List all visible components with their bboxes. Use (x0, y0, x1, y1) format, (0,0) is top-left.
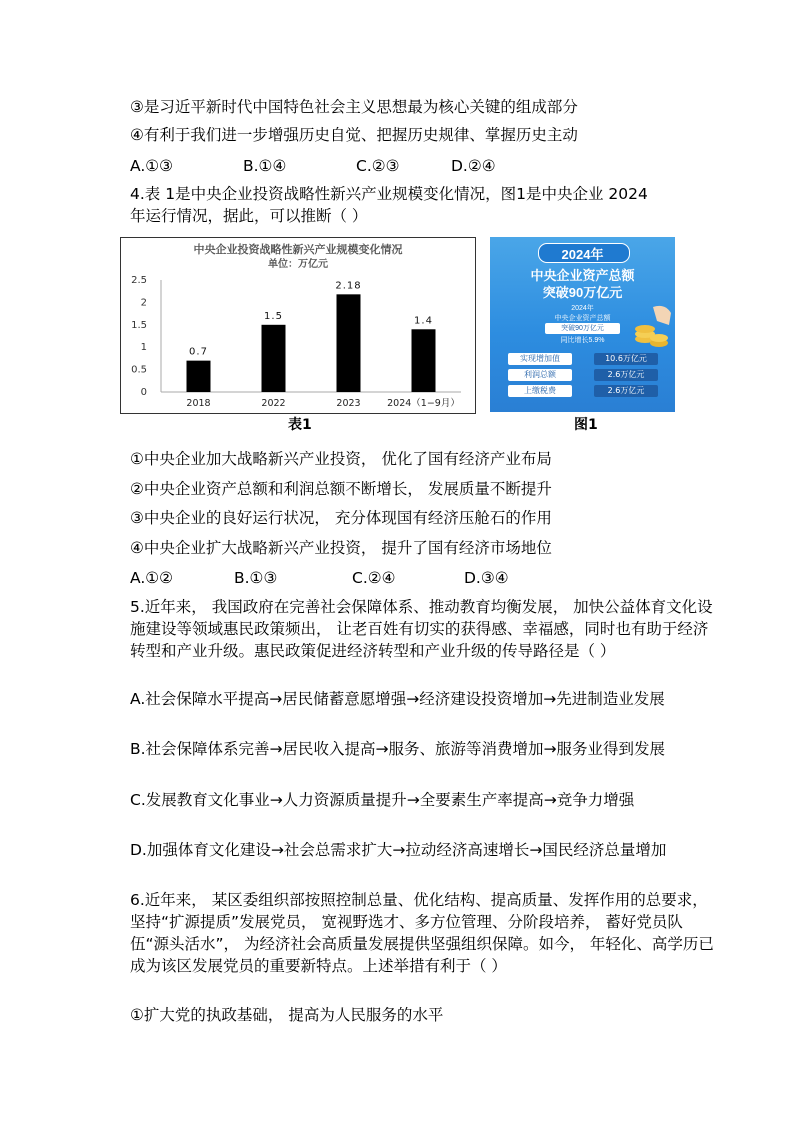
q3-option-c: C.②③ (356, 157, 400, 175)
poster-row-value: 10.6万亿元 (594, 353, 658, 365)
y-tick-label: 2 (140, 297, 147, 309)
q4-stem-line1: 4.表 1是中央企业投资战略性新兴产业规模变化情况，图1是中央企业 2024 (130, 185, 648, 203)
q5-option-a: A.社会保障水平提高→居民储蓄意愿增强→经济建设投资增加→先进制造业发展 (130, 690, 665, 708)
q4-stem-line2: 年运行情况，据此，可以推断（ ） (130, 207, 368, 225)
poster-headline-2: 突破90万亿元 (542, 285, 623, 300)
poster-row-value: 2.6万亿元 (594, 385, 658, 397)
q3-item-3: ③是习近平新时代中国特色社会主义思想最为核心关键的组成部分 (130, 98, 578, 116)
poster-mini-year: 2024年 (571, 305, 594, 312)
q4-item-4: ④中央企业扩大战略新兴产业投资， 提升了国有经济市场地位 (130, 539, 552, 557)
chart-subtitle: 单位：万亿元 (268, 259, 328, 270)
bar-value-label: 1.4 (414, 315, 433, 327)
chart-title: 中央企业投资战略性新兴产业规模变化情况 (193, 243, 403, 256)
poster-row-label: 利润总额 (508, 369, 572, 381)
x-tick-label: 2018 (186, 398, 211, 409)
bar-value-label: 0.7 (189, 346, 208, 358)
q4-option-c: C.②④ (352, 569, 396, 587)
q6-item-1: ①扩大党的执政基础， 提高为人民服务的水平 (130, 1006, 444, 1024)
poster-row (508, 353, 658, 365)
q4-option-d: D.③④ (464, 569, 509, 587)
x-tick-label: 2023 (336, 398, 361, 409)
y-tick-label: 0.5 (131, 364, 147, 376)
poster-row-value: 2.6万亿元 (594, 369, 658, 381)
bar (412, 329, 436, 392)
bar (337, 294, 361, 392)
q4-options (130, 567, 509, 589)
q5-option-d: D.加强体育文化建设→社会总需求扩大→拉动经济高速增长→国民经济总量增加 (130, 841, 667, 859)
bar-value-label: 1.5 (264, 310, 283, 322)
bar (187, 361, 211, 392)
poster-mini-line3: 同比增长5.9% (560, 337, 605, 344)
q4-option-a: A.①② (130, 569, 174, 587)
q4-option-b: B.①③ (234, 569, 278, 587)
bar (262, 325, 286, 392)
q6-stem: 6.近年来， 某区委组织部按照控制总量、优化结构、提高质量、发挥作用的总要求， 坚持“扩源提质”发展党员， 宽视野选才、多方位管理、分阶段培养， 蓄好党员队伍“源头活水”， 为经济社会高质量发展提供坚强组织保障。如今， 年轻化、高学历已成为该区发展党员的重要新特点。上述举措有利于（ ） (130, 891, 714, 975)
poster-mini-line1: 中央企业资产总额 (554, 315, 611, 322)
bar-chart (121, 238, 475, 413)
q4-item-2: ②中央企业资产总额和利润总额不断增长， 发展质量不断提升 (130, 480, 552, 498)
y-tick-label: 2.5 (131, 275, 147, 286)
poster-row-label: 实现增加值 (508, 353, 572, 365)
x-tick-label: 2024（1−9月） (387, 398, 460, 409)
poster-year-title: 2024年 (561, 247, 604, 262)
bar-chart-figure (120, 237, 476, 414)
q4-item-1: ①中央企业加大战略新兴产业投资， 优化了国有经济产业布局 (130, 450, 552, 468)
y-tick-label: 1 (140, 342, 147, 354)
y-tick-label: 1.5 (131, 319, 147, 331)
q3-option-a: A.①③ (130, 157, 174, 175)
central-enterprises-2024-poster (490, 237, 675, 412)
q5-option-b: B.社会保障体系完善→居民收入提高→服务、旅游等消费增加→服务业得到发展 (130, 740, 666, 758)
poster-row (508, 369, 658, 381)
y-tick-label: 0 (140, 387, 147, 398)
q5-stem: 5.近年来， 我国政府在完善社会保障体系、推动教育均衡发展， 加快公益体育文化设施建设等领域惠民政策频出， 让老百姓有切实的获得感、幸福感，同时也有助于经济转型和产业升级。惠民政策促进经济转型和产业升级的传导路径是（ ） (130, 598, 713, 660)
q4-item-3: ③中央企业的良好运行状况， 充分体现国有经济压舱石的作用 (130, 509, 552, 527)
poster-row-label: 上缴税费 (508, 385, 572, 397)
poster-row (508, 385, 658, 397)
q3-option-d: D.②④ (451, 157, 496, 175)
q3-options (130, 155, 496, 177)
bar-value-label: 2.18 (335, 280, 362, 292)
poster-headline-1: 中央企业资产总额 (530, 268, 635, 283)
q3-option-b: B.①④ (243, 157, 287, 175)
figure-caption: 图1 (574, 417, 598, 433)
poster-mini-line2: 突破90万亿元 (561, 325, 604, 332)
table-caption: 表1 (288, 417, 312, 433)
q3-item-4: ④有利于我们进一步增强历史自觉、把握历史规律、掌握历史主动 (130, 126, 578, 144)
q5-option-c: C.发展教育文化事业→人力资源质量提升→全要素生产率提高→竞争力增强 (130, 791, 635, 809)
x-tick-label: 2022 (261, 398, 286, 409)
